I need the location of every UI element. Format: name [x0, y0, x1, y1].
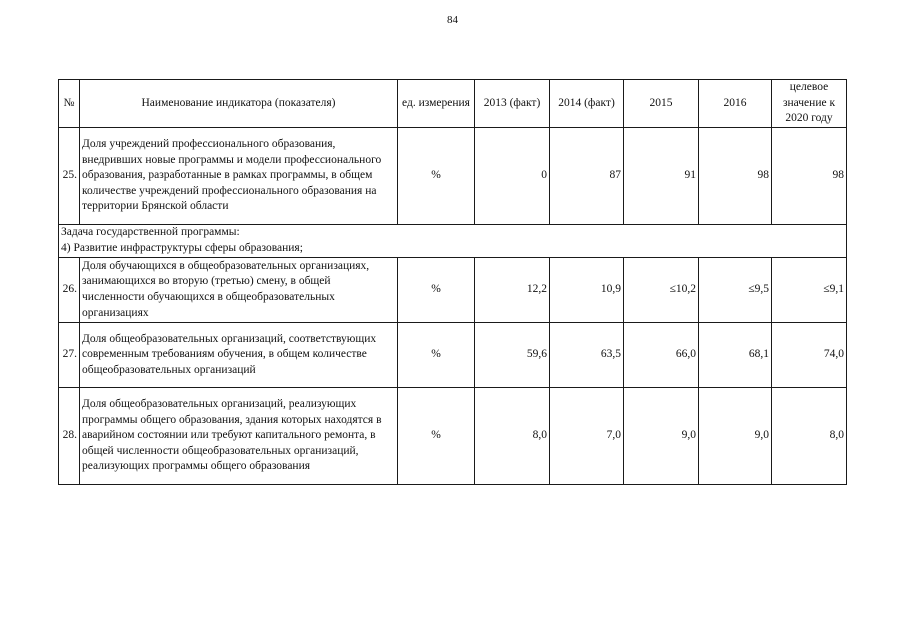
- value-2014: 63,5: [550, 323, 624, 388]
- unit-cell: %: [398, 128, 475, 225]
- value-2016: 9,0: [699, 388, 772, 485]
- value-2013: 0: [475, 128, 550, 225]
- table-row: [59, 128, 847, 225]
- value-2014: 7,0: [550, 388, 624, 485]
- value-2013: 8,0: [475, 388, 550, 485]
- header-2015: 2015: [624, 80, 699, 128]
- table-row: [59, 258, 847, 323]
- unit-cell: %: [398, 258, 475, 323]
- value-2014: 87: [550, 128, 624, 225]
- value-target: 8,0: [772, 388, 847, 485]
- row-number: 27.: [59, 323, 80, 388]
- value-2015: ≤10,2: [624, 258, 699, 323]
- header-2016: 2016: [699, 80, 772, 128]
- value-2015: 91: [624, 128, 699, 225]
- row-number: 28.: [59, 388, 80, 485]
- value-target: 74,0: [772, 323, 847, 388]
- value-2015: 66,0: [624, 323, 699, 388]
- header-indicator-name: Наименование индикатора (показателя): [80, 80, 398, 128]
- value-target: 98: [772, 128, 847, 225]
- indicator-name: Доля общеобразовательных организаций, соответствующих современным требованиям обучения, в общем количестве общеобразовательных организаций: [80, 323, 398, 388]
- value-2014: 10,9: [550, 258, 624, 323]
- value-2015: 9,0: [624, 388, 699, 485]
- header-number: №: [59, 80, 80, 128]
- value-2013: 12,2: [475, 258, 550, 323]
- value-target: ≤9,1: [772, 258, 847, 323]
- header-unit: ед. измерения: [398, 80, 475, 128]
- page-number: 84: [447, 14, 458, 26]
- indicator-name: Доля учреждений профессионального образования, внедривших новые программы и модели профессионального образования, разработанные в рамках программы, в общем количестве учреждений профессионального образования на территории Брянской области: [80, 128, 398, 225]
- indicator-name: Доля обучающихся в общеобразовательных организациях, занимающихся во вторую (третью) смену, в общей численности обучающихся в общеобразовательных организациях: [80, 258, 398, 323]
- task-row: [59, 225, 847, 258]
- value-2016: 98: [699, 128, 772, 225]
- value-2016: ≤9,5: [699, 258, 772, 323]
- task-cell: [59, 225, 847, 258]
- unit-cell: %: [398, 388, 475, 485]
- value-2013: 59,6: [475, 323, 550, 388]
- unit-cell: %: [398, 323, 475, 388]
- header-2014: 2014 (факт): [550, 80, 624, 128]
- task-title: Задача государственной программы:: [61, 226, 240, 239]
- indicators-table: [58, 79, 847, 485]
- task-description: 4) Развитие инфраструктуры сферы образования;: [61, 242, 303, 254]
- header-target-2020: целевое значение к 2020 году: [772, 80, 847, 128]
- indicator-name: Доля общеобразовательных организаций, реализующих программы общего образования, здания которых находятся в аварийном состоянии или требуют капитального ремонта, в общей численности общеобразовательных организаций, реализующих программы общего образования: [80, 388, 398, 485]
- row-number: 25.: [59, 128, 80, 225]
- table-row: [59, 388, 847, 485]
- header-2013: 2013 (факт): [475, 80, 550, 128]
- table-header-row: [59, 80, 847, 128]
- value-2016: 68,1: [699, 323, 772, 388]
- row-number: 26.: [59, 258, 80, 323]
- table-row: [59, 323, 847, 388]
